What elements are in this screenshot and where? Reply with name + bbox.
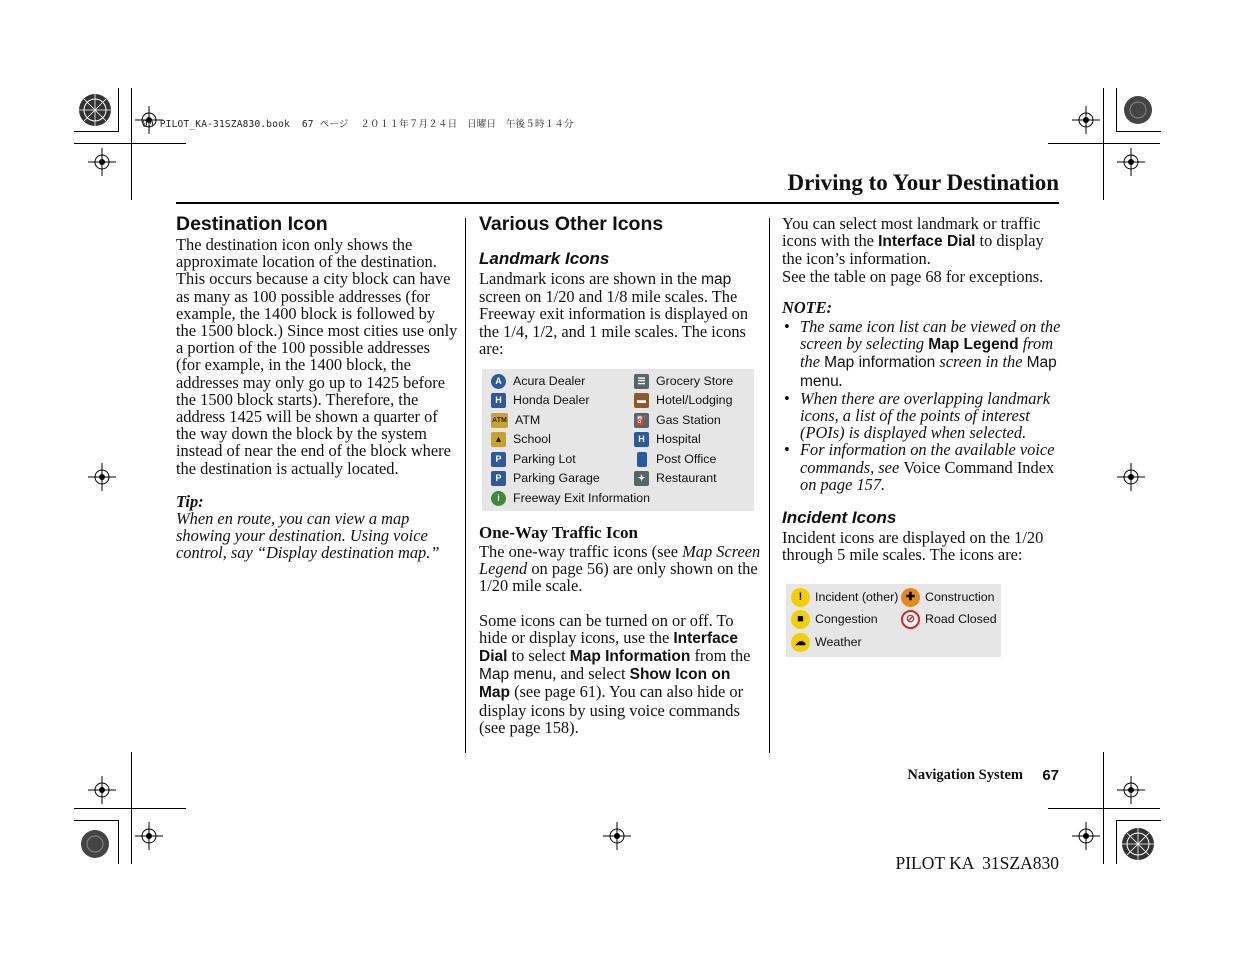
crop-mark: [1116, 820, 1117, 864]
table-row: ☁ Weather: [791, 633, 862, 651]
table-row: H Honda Dealer: [491, 391, 589, 409]
school-icon: ▲: [491, 432, 506, 447]
list-item: • The same icon list can be viewed on the screen by selecting Map Legend from the Map information screen in the Map menu.: [782, 318, 1062, 390]
congestion-icon: ■: [791, 610, 810, 629]
weather-icon: ☁: [791, 633, 810, 652]
table-row: i Freeway Exit Information: [491, 489, 650, 507]
crosshair-icon: [1117, 148, 1145, 176]
body-paragraph: Some icons can be turned on or off. To hide or display icons, use the Interface Dial to select Map Information from the Map menu, and select Show Icon on Map (see page 61). You can also hide or display icons by using voice commands (see page 158).: [479, 610, 751, 737]
page-number: 67: [1042, 767, 1059, 784]
body-paragraph: See the table on page 68 for exceptions.: [782, 266, 1044, 286]
table-row: ✦ Restaurant: [634, 469, 717, 487]
table-row: ✚ Construction: [901, 588, 995, 606]
grocery-icon: ☰: [634, 374, 649, 389]
atm-icon: ATM: [491, 413, 508, 428]
subsection-heading: Incident Icons: [782, 508, 897, 528]
registration-target-icon: [78, 827, 112, 861]
table-row: H Hospital: [634, 430, 701, 448]
document-code: PILOT KA 31SZA830: [895, 853, 1059, 873]
mailbox-icon: [637, 452, 647, 467]
fork-knife-icon: ✦: [634, 471, 649, 486]
registration-target-icon: [1121, 93, 1155, 127]
table-row: P Parking Lot: [491, 450, 576, 468]
crop-mark: [1116, 88, 1117, 132]
table-row: ⊘ Road Closed: [901, 610, 997, 628]
tip-text: When en route, you can view a map showing your destination. Using voice control, say “Display destination map.”: [176, 509, 440, 563]
crosshair-icon: [88, 463, 116, 491]
fuel-icon: ⛽: [634, 413, 649, 428]
printer-slug: 00 PILOT_KA-31SZA830.book 67 ページ ２０１１年７月２４日 日曜日 午後５時１４分: [142, 119, 574, 130]
list-item: • For information on the available voice commands, see Voice Command Index on page 157.: [782, 441, 1062, 493]
table-row: P Parking Garage: [491, 469, 600, 487]
crosshair-icon: [603, 822, 631, 850]
acura-icon: A: [491, 374, 506, 389]
crop-mark: [1048, 143, 1160, 144]
footer-section: Navigation System: [907, 767, 1023, 783]
table-row: A Acura Dealer: [491, 372, 585, 390]
landmark-icon-table: [482, 369, 754, 511]
page-title: Driving to Your Destination: [787, 170, 1059, 195]
parking-garage-icon: P: [491, 471, 506, 486]
crosshair-icon: [1117, 463, 1145, 491]
body-paragraph: The destination icon only shows the approximate location of the destination. This occurs because a city block can have as many as 100 possible addresses (for example, the 1400 block is followed by the 1500 block.) Since most cities use only a portion of the 100 possible addresses (for example, in the 1400 block, the addresses may only go up to 1425 before the 1500 block starts). Therefore, the address 1425 will be shown a quarter of the way down the block by the system instead of near the end of the block where the destination is actually located.: [176, 235, 458, 478]
construction-icon: ✚: [901, 588, 920, 607]
warning-icon: !: [791, 588, 810, 607]
crop-mark: [1048, 808, 1160, 809]
table-row: ☰ Grocery Store: [634, 372, 733, 390]
bed-icon: ▬: [634, 393, 649, 408]
crop-mark: [131, 88, 132, 200]
registration-target-icon: [1121, 827, 1155, 861]
section-heading: Various Other Icons: [479, 213, 664, 235]
body-paragraph: Incident icons are displayed on the 1/20 through 5 mile scales. The icons are:: [782, 528, 1044, 565]
crosshair-icon: [135, 822, 163, 850]
column-other-icons: [479, 212, 761, 357]
registration-target-icon: [78, 93, 112, 127]
crop-mark: [118, 88, 119, 132]
subsection-heading: One-Way Traffic Icon: [479, 523, 638, 542]
table-row: ▬ Hotel/Lodging: [634, 391, 732, 409]
crop-mark: [74, 131, 119, 132]
list-item: • When there are overlapping landmark icons, a list of the points of interest (POIs) is displayed when selected.: [782, 390, 1062, 442]
crosshair-icon: [1072, 822, 1100, 850]
crop-mark: [1116, 131, 1161, 132]
crop-mark: [1103, 88, 1104, 200]
table-row: ⛽ Gas Station: [635, 413, 721, 427]
crop-mark: [74, 820, 119, 821]
note-label: NOTE:: [782, 297, 833, 317]
column-other-icons-continued: [479, 523, 761, 736]
crosshair-icon: [1117, 776, 1145, 804]
crosshair-icon: [88, 148, 116, 176]
crop-mark: [1116, 820, 1161, 821]
hospital-icon: H: [634, 432, 649, 447]
crosshair-icon: [88, 776, 116, 804]
section-heading: Destination Icon: [176, 213, 328, 235]
table-row: Post Office: [634, 450, 716, 468]
note-list: [782, 318, 1062, 493]
table-row: ▲ School: [491, 430, 551, 448]
crop-mark: [74, 143, 186, 144]
tip-label: Tip:: [176, 491, 204, 511]
body-paragraph: The one-way traffic icons (see Map Screen Legend on page 56) are only shown on the 1/20 mile scale.: [479, 542, 761, 596]
column-divider: [465, 218, 466, 753]
body-paragraph: You can select most landmark or traffic icons with the Interface Dial to display the icon’s information.: [782, 214, 1044, 269]
crop-mark: [118, 820, 119, 864]
incident-icon-table: [786, 584, 1001, 657]
parking-icon: P: [491, 452, 506, 467]
column-divider: [769, 218, 770, 753]
subsection-heading: Landmark Icons: [479, 249, 610, 268]
crosshair-icon: [1072, 106, 1100, 134]
crop-mark: [74, 808, 186, 809]
info-icon: i: [491, 491, 506, 506]
table-row: ! Incident (other): [791, 588, 898, 606]
road-closed-icon: ⊘: [901, 610, 920, 629]
honda-icon: H: [491, 393, 506, 408]
body-paragraph: Landmark icons are shown in the map screen on 1/20 and 1/8 mile scales. The Freeway exit information is displayed on the 1/4, 1/2, and 1 mile scales. The icons are:: [479, 269, 749, 358]
column-notes: [782, 215, 1062, 563]
column-destination-icon: [176, 212, 458, 562]
table-row: ■ Congestion: [791, 610, 878, 628]
header-rule: [176, 202, 1059, 204]
table-row: ATM ATM: [492, 413, 541, 427]
